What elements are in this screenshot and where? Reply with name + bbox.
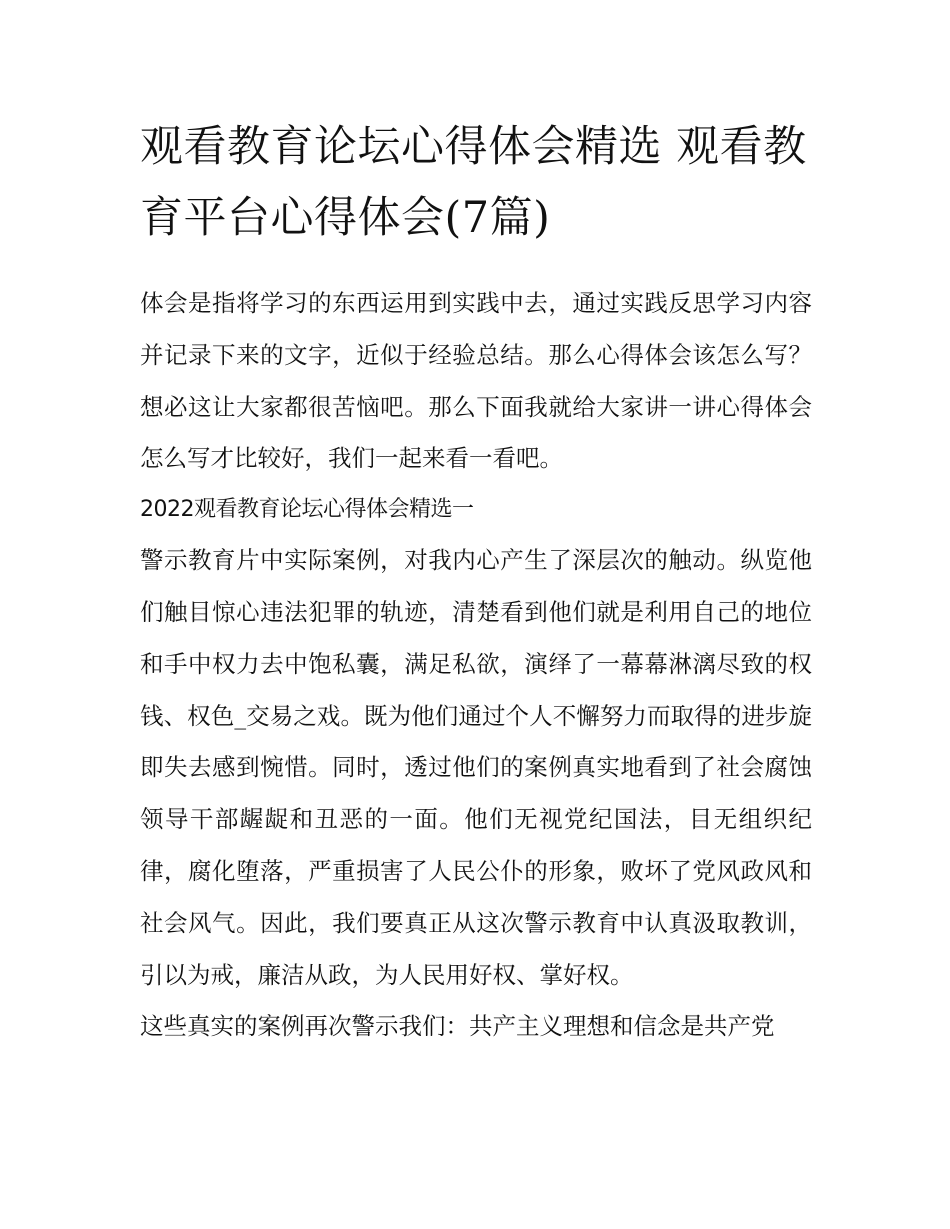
body-paragraph: 警示教育片中实际案例，对我内心产生了深层次的触动。纵览他们触目惊心违法犯罪的轨迹，清楚看到他们就是利用自己的地位和手中权力去中饱私囊，满足私欲，演绎了一幕幕淋漓尽致的权钱、权色_交易之戏。既为他们通过个人不懈努力而取得的进步旋即失去感到惋惜。同时，透过他们的案例真实地看到了社会腐蚀领导干部龌龊和丑恶的一面。他们无视党纪国法，目无组织纪律，腐化堕落，严重损害了人民公仆的形象，败坏了党风政风和社会风气。因此，我们要真正从这次警示教育中认真汲取教训，引以为戒，廉洁从政，为人民用好权、掌好权。 <box>140 546 812 989</box>
intro-paragraph: 体会是指将学习的东西运用到实践中去，通过实践反思学习内容并记录下来的文字，近似于经验总结。那么心得体会该怎么写？想必这让大家都很苦恼吧。那么下面我就给大家讲一讲心得体会怎么写才比较好，我们一起来看一看吧。 <box>140 289 812 473</box>
section-heading: 2022观看教育论坛心得体会精选一 <box>140 497 474 523</box>
body-paragraph: 这些真实的案例再次警示我们：共产主义理想和信念是共产党 <box>140 1012 775 1041</box>
document-title: 观看教育论坛心得体会精选 观看教育平台心得体会(7篇) <box>140 122 807 243</box>
document-page <box>140 112 812 1053</box>
